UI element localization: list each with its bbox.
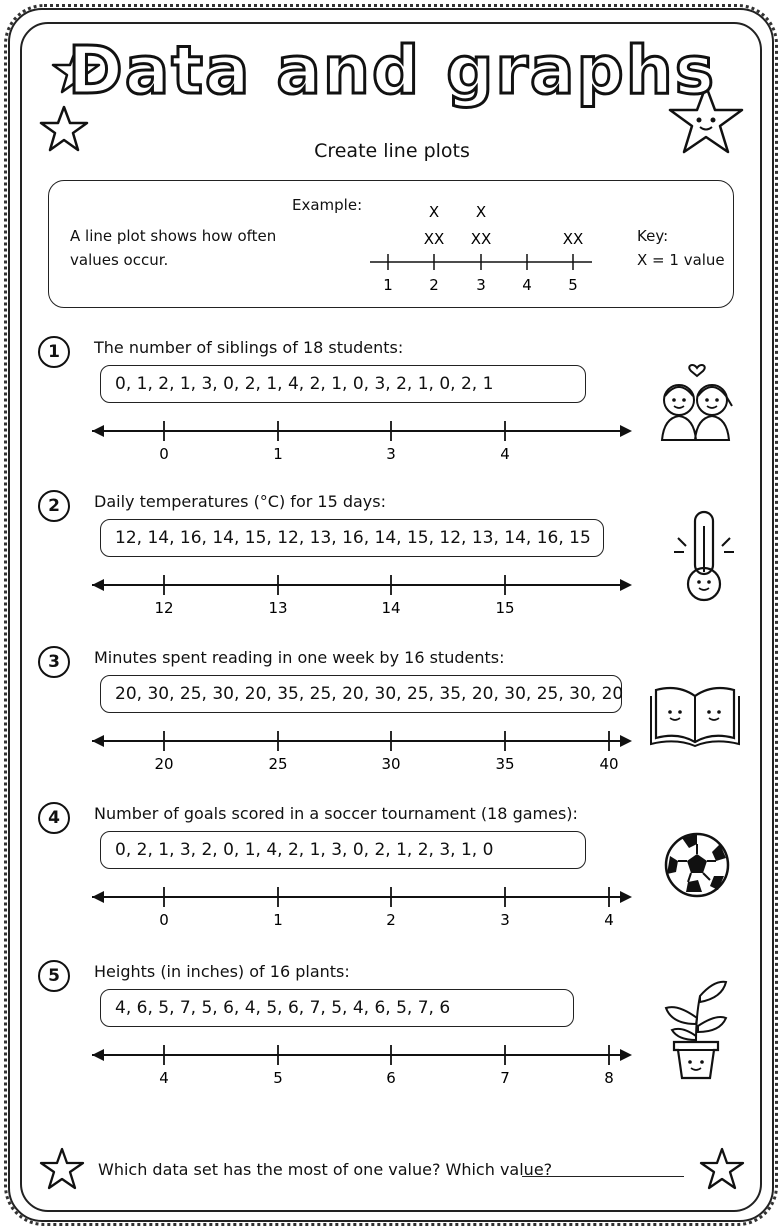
- number-line-tick-label: 1: [273, 911, 283, 929]
- number-line[interactable]: [0, 877, 784, 937]
- question-prompt: Heights (in inches) of 16 plants:: [94, 962, 350, 981]
- key-value: X = 1 value: [637, 251, 725, 269]
- number-line-tick-label: 3: [500, 911, 510, 929]
- number-line-tick-label: 0: [159, 445, 169, 463]
- example-description-line1: A line plot shows how often: [70, 227, 277, 245]
- number-line-tick-label: 20: [154, 755, 174, 773]
- data-set-box: 0, 2, 1, 3, 2, 0, 1, 4, 2, 1, 3, 0, 2, 1, 2, 3, 1, 0: [100, 831, 586, 869]
- number-line-tick-label: 4: [159, 1069, 169, 1087]
- number-line-tick-label: 12: [154, 599, 174, 617]
- number-line-tick-label: 14: [381, 599, 401, 617]
- example-description-line2: values occur.: [70, 251, 169, 269]
- number-line[interactable]: [0, 1035, 784, 1095]
- example-heading: Example:: [292, 196, 363, 214]
- number-line-tick-label: 1: [273, 445, 283, 463]
- number-line-tick-label: 25: [268, 755, 288, 773]
- number-line[interactable]: [0, 721, 784, 781]
- number-line-tick-label: 0: [159, 911, 169, 929]
- example-x-mark: XX: [423, 230, 445, 248]
- example-line-plot: [0, 0, 784, 320]
- number-line-tick-label: 2: [386, 911, 396, 929]
- footer-question: Which data set has the most of one value? Which value?: [98, 1160, 553, 1179]
- number-line-tick-label: 4: [604, 911, 614, 929]
- question-number-circle: 4: [38, 802, 70, 834]
- question-number-circle: 5: [38, 960, 70, 992]
- question-prompt: Number of goals scored in a soccer tournament (18 games):: [94, 804, 578, 823]
- data-set-box: 0, 1, 2, 1, 3, 0, 2, 1, 4, 2, 1, 0, 3, 2, 1, 0, 2, 1: [100, 365, 586, 403]
- number-line-tick-label: 7: [500, 1069, 510, 1087]
- question-number-circle: 3: [38, 646, 70, 678]
- number-line-tick-label: 40: [599, 755, 619, 773]
- number-line-tick-label: 8: [604, 1069, 614, 1087]
- example-tick-label: 4: [522, 276, 532, 294]
- data-set-box: 12, 14, 16, 14, 15, 12, 13, 16, 14, 15, 12, 13, 14, 16, 15: [100, 519, 604, 557]
- question-number-circle: 1: [38, 336, 70, 368]
- number-line-tick-label: 3: [386, 445, 396, 463]
- number-line-tick-label: 6: [386, 1069, 396, 1087]
- number-line[interactable]: [0, 565, 784, 625]
- data-set-box: 4, 6, 5, 7, 5, 6, 4, 5, 6, 7, 5, 4, 6, 5, 7, 6: [100, 989, 574, 1027]
- number-line-tick-label: 13: [268, 599, 288, 617]
- number-line-tick-label: 15: [495, 599, 515, 617]
- example-x-mark: X: [428, 203, 440, 221]
- number-line-tick-label: 4: [500, 445, 510, 463]
- example-x-mark: XX: [562, 230, 584, 248]
- example-x-mark: X: [475, 203, 487, 221]
- number-line-tick-label: 5: [273, 1069, 283, 1087]
- star-icon: [698, 1146, 746, 1192]
- key-title: Key:: [637, 227, 669, 245]
- page-subtitle: Create line plots: [314, 140, 470, 162]
- answer-blank[interactable]: [522, 1176, 684, 1177]
- question-prompt: The number of siblings of 18 students:: [94, 338, 404, 357]
- page-title: Data and graphs: [68, 32, 716, 109]
- number-line[interactable]: [0, 411, 784, 471]
- data-set-box: 20, 30, 25, 30, 20, 35, 25, 20, 30, 25, 35, 20, 30, 25, 30, 20: [100, 675, 622, 713]
- example-tick-label: 5: [568, 276, 578, 294]
- number-line-tick-label: 35: [495, 755, 515, 773]
- example-x-mark: XX: [470, 230, 492, 248]
- question-number-circle: 2: [38, 490, 70, 522]
- example-tick-label: 2: [429, 276, 439, 294]
- example-tick-label: 1: [383, 276, 393, 294]
- question-prompt: Minutes spent reading in one week by 16 students:: [94, 648, 505, 667]
- example-tick-label: 3: [476, 276, 486, 294]
- question-prompt: Daily temperatures (°C) for 15 days:: [94, 492, 386, 511]
- number-line-tick-label: 30: [381, 755, 401, 773]
- star-icon: [38, 1146, 86, 1192]
